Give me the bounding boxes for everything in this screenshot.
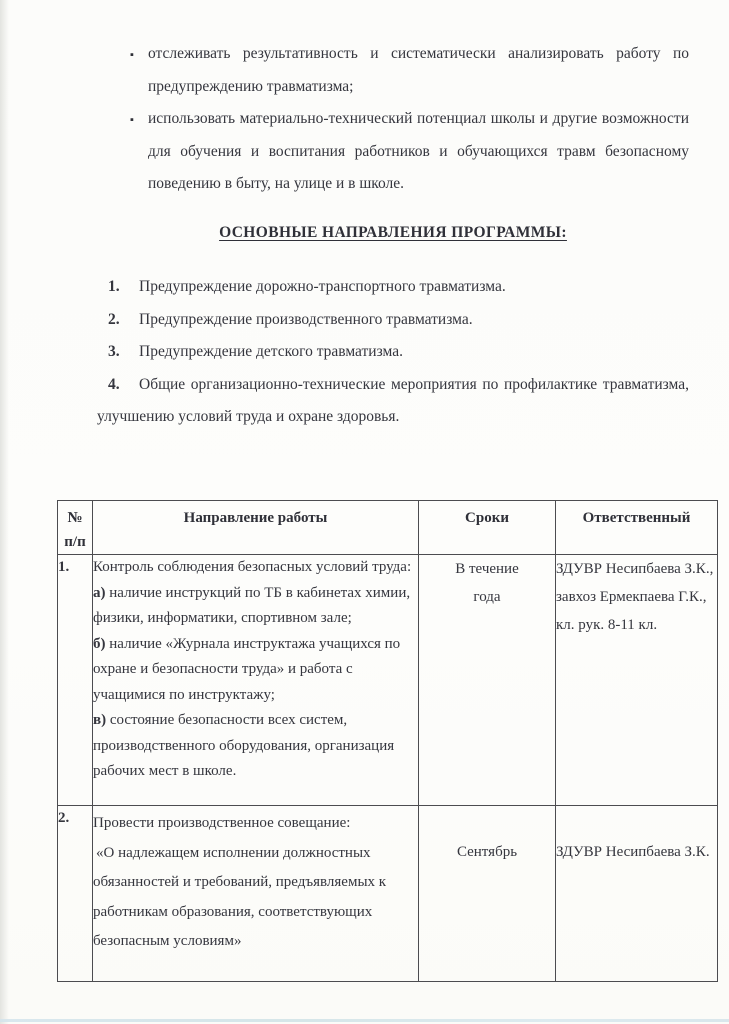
scan-edge-shadow — [0, 0, 9, 1024]
table-row — [58, 555, 718, 806]
header-num-line2: п/п — [64, 534, 86, 550]
item-number: 2. — [108, 310, 120, 328]
row-number: 2. — [58, 806, 93, 982]
term-cell — [419, 806, 556, 982]
point-text: состояние безопасности всех систем, производственного оборудования, организация рабочих мест в школе. — [93, 712, 395, 779]
numbered-item-text: Предупреждение детского травматизма. — [139, 343, 403, 360]
numbered-item-text: Общие организационно-технические мероприятия по профилактике травматизма, улучшению условий труда и охране здоровья. — [97, 375, 689, 425]
numbered-list — [97, 271, 689, 434]
responsible-cell: ЗДУВР Несипбаева З.К., завхоз Ермекпаева Г.К., кл. рук. 8-11 кл. — [556, 555, 718, 806]
header-direction: Направление работы — [93, 501, 419, 555]
term-cell — [419, 555, 556, 806]
item-number: 1. — [108, 278, 120, 295]
point-text: наличие «Журнала инструктажа учащихся по охране и безопасности труда» и работа с учащимися по инструктажу; — [93, 635, 401, 703]
numbered-item — [97, 369, 689, 434]
direction-cell — [93, 806, 419, 982]
point-label: а) — [93, 584, 106, 601]
bullet-item — [97, 103, 689, 201]
direction-cell — [93, 555, 419, 806]
header-responsible: Ответственный — [556, 501, 718, 555]
numbered-item-text: Предупреждение производственного травматизма. — [139, 310, 473, 328]
item-number: 3. — [108, 343, 120, 360]
term-text: В течение года — [455, 561, 519, 605]
point-label: б) — [93, 635, 106, 652]
direction-intro: Провести производственное совещание: — [93, 815, 351, 831]
table-row — [58, 806, 718, 982]
numbered-item-text: Предупреждение дорожно-транспортного травматизма. — [139, 278, 506, 295]
numbered-item — [97, 271, 689, 304]
numbered-item — [97, 336, 689, 369]
row-number: 1. — [58, 555, 93, 806]
header-num — [58, 501, 93, 555]
numbered-item — [97, 304, 689, 337]
bullet-list — [97, 38, 689, 201]
program-table — [57, 500, 718, 982]
bullet-item-text: отслеживать результативность и систематически анализировать работу по предупреждению травматизма; — [148, 45, 689, 95]
direction-point — [93, 581, 418, 632]
direction-quote: «О надлежащем исполнении должностных обязанностей и требований, предъявляемых к работникам образования, соответствующих безопасным условиям» — [93, 844, 387, 949]
square-bullet-icon: ▪ — [130, 114, 134, 126]
header-num-line1: № — [67, 510, 83, 526]
direction-point — [93, 632, 418, 709]
table-header-row — [58, 501, 718, 555]
square-bullet-icon: ▪ — [130, 49, 134, 61]
responsible-cell: ЗДУВР Несипбаева З.К. — [556, 806, 718, 982]
item-number: 4. — [108, 375, 120, 393]
direction-intro: Контроль соблюдения безопасных условий труда: — [93, 559, 412, 575]
term-text: Сентябрь — [456, 844, 518, 860]
page-title: ОСНОВНЫЕ НАПРАВЛЕНИЯ ПРОГРАММЫ: — [219, 224, 567, 241]
bullet-item-text: использовать материально-технический потенциал школы и другие возможности для обучения и воспитания работников и обучающихся травм безопасному поведению в быту, на улице и в школе. — [148, 110, 689, 192]
point-text: наличие инструкций по ТБ в кабинетах химии, физики, информатики, спортивном зале; — [93, 584, 411, 626]
scan-edge-line — [0, 1019, 729, 1022]
direction-point — [93, 708, 418, 785]
header-term: Сроки — [419, 501, 556, 555]
bullet-item — [97, 38, 689, 103]
point-label: в) — [93, 712, 107, 728]
